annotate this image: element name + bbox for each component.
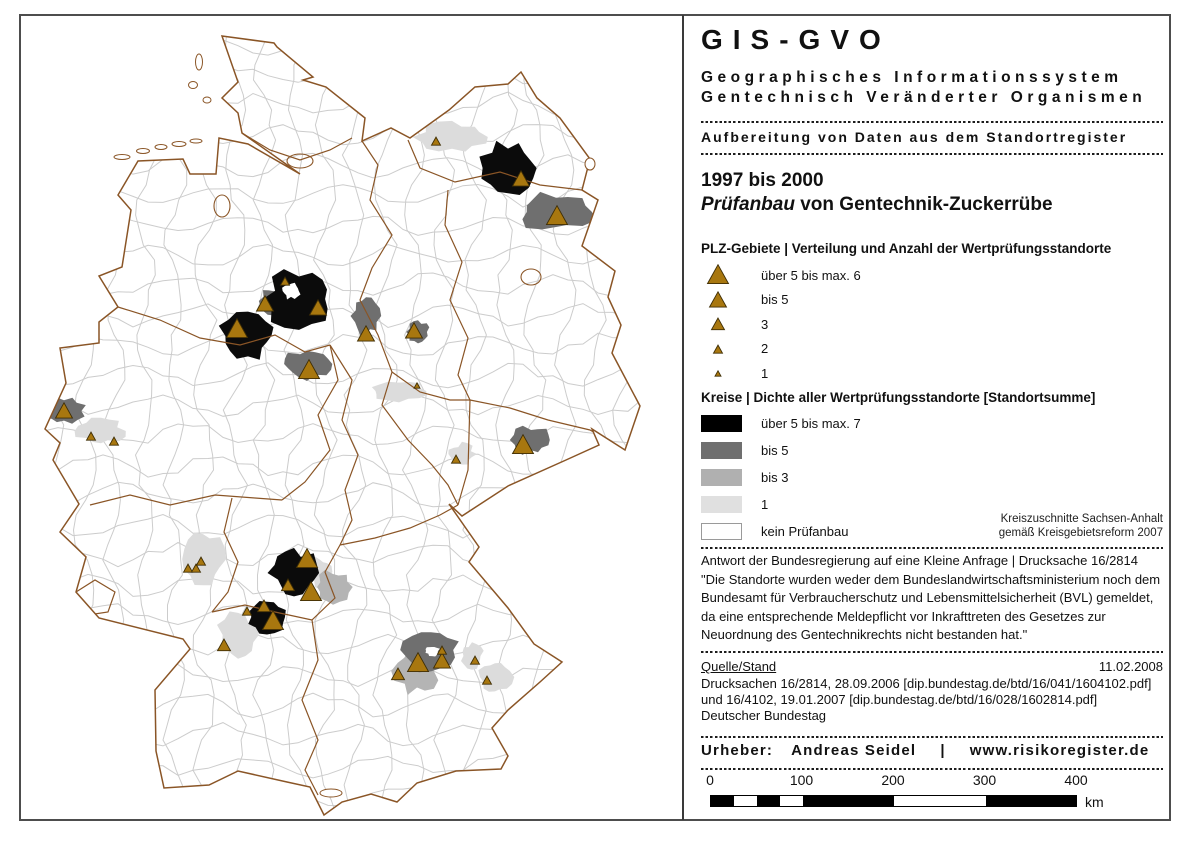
- app-subtitle: [701, 68, 1146, 108]
- separator: [701, 768, 1163, 770]
- color-swatch: [701, 496, 742, 513]
- plz-legend-item: [701, 361, 861, 386]
- plz-legend-heading: PLZ-Gebiete | Verteilung und Anzahl der Wertprüfungsstandorte: [701, 241, 1112, 256]
- author-label: Urheber:: [701, 742, 774, 759]
- subtitle-line-1: Geographisches Informationssystem: [701, 69, 1123, 86]
- kreis-legend-label: bis 5: [761, 443, 789, 458]
- source-heading: Quelle/Stand: [701, 659, 777, 674]
- triangle-icon: [701, 289, 735, 311]
- scalebar-tick-label: 300: [972, 772, 997, 788]
- plz-legend-label: 2: [761, 341, 769, 357]
- plz-legend-label: 3: [761, 316, 769, 332]
- separator: [701, 651, 1163, 653]
- separator: [701, 153, 1163, 155]
- map-title-rest: von Gentechnik-Zuckerrübe: [794, 194, 1053, 215]
- scalebar-segment: [734, 796, 757, 806]
- kreis-legend-label: kein Prüfanbau: [761, 524, 849, 539]
- source-line-3: Deutscher Bundestag: [701, 708, 827, 723]
- map-title: [701, 194, 1053, 216]
- scalebar-segment: [894, 796, 986, 806]
- germany-map: [21, 16, 681, 819]
- source-line-2: und 16/4102, 19.01.2007 [dip.bundestag.de/btd/16/028/1602814.pdf]: [701, 692, 1098, 707]
- separator: [701, 547, 1163, 549]
- author-separator: |: [940, 742, 946, 759]
- kreis-legend-label: 1: [761, 497, 769, 512]
- author-name: Andreas Seidel: [791, 742, 917, 759]
- kreis-legend-label: über 5 bis max. 7: [761, 416, 861, 431]
- plz-legend-label: bis 5: [761, 292, 789, 308]
- statement-headline: Antwort der Bundesregierung auf eine Kleine Anfrage | Drucksache 16/2814: [701, 553, 1138, 568]
- author-website[interactable]: www.risikoregister.de: [969, 742, 1150, 759]
- map-title-italic: Prüfanbau: [701, 194, 795, 215]
- color-swatch: [701, 469, 742, 486]
- scalebar-tick-label: 0: [706, 772, 714, 788]
- plz-legend-item: [701, 263, 861, 288]
- triangle-icon: [701, 338, 735, 360]
- source-lines: [701, 676, 1151, 724]
- kreis-legend-item: [701, 410, 861, 437]
- kreis-legend-item: [701, 437, 861, 464]
- app-title: GIS-GVO: [701, 24, 891, 55]
- subtitle-line-2: Gentechnisch Veränderter Organismen: [701, 89, 1147, 106]
- info-panel: [684, 15, 1170, 820]
- kreis-legend-item: [701, 464, 861, 491]
- color-swatch: [701, 415, 742, 432]
- map-canvas: [21, 16, 681, 819]
- plz-legend-item: [701, 312, 861, 337]
- kreis-legend-heading: Kreise | Dichte aller Wertprüfungsstandorte [Standortsumme]: [701, 390, 1096, 405]
- plz-legend-item: [701, 337, 861, 362]
- kreis-legend-item: [701, 491, 861, 518]
- scalebar: [710, 795, 1077, 807]
- banner-text: Aufbereitung von Daten aus dem Standortregister: [701, 129, 1128, 145]
- scalebar-tick-label: 100: [789, 772, 814, 788]
- scalebar-segment: [803, 796, 895, 806]
- triangle-icon: [701, 362, 735, 384]
- plz-legend-label: 1: [761, 365, 769, 381]
- scalebar-segment: [780, 796, 803, 806]
- kreis-note-line-1: Kreiszuschnitte Sachsen-Anhalt: [1000, 513, 1163, 525]
- scalebar-unit: km: [1085, 794, 1104, 810]
- source-line-1: Drucksachen 16/2814, 28.09.2006 [dip.bundestag.de/btd/16/041/1604102.pdf]: [701, 676, 1152, 691]
- separator: [701, 736, 1163, 738]
- scalebar-segment: [757, 796, 780, 806]
- plz-legend-label: über 5 bis max. 6: [761, 267, 861, 283]
- triangle-icon: [701, 264, 735, 286]
- triangle-icon: [701, 313, 735, 335]
- color-swatch: [701, 442, 742, 459]
- map-period: 1997 bis 2000: [701, 170, 824, 191]
- color-swatch: [701, 523, 742, 540]
- source-row: [701, 659, 1163, 674]
- plz-legend: [701, 263, 861, 386]
- statement-quote: "Die Standorte wurden weder dem Bundeslandwirtschaftsministerium noch dem Bundesamt für Verbraucherschutz und Lebensmittelsicherheit (BVL) gemeldet, da eine entsprechende Meldepflicht vor Inkrafttreten des Gesetzes zur Neuordnung des Gentechnikrechts nicht bestanden hat.": [701, 572, 1161, 643]
- scalebar-ticks: [706, 772, 1130, 790]
- scalebar-tick-label: 400: [1064, 772, 1088, 788]
- source-date: 11.02.2008: [1098, 659, 1163, 674]
- scalebar-segment: [711, 796, 734, 806]
- scalebar-segment: [986, 796, 1078, 806]
- kreis-note: [999, 512, 1163, 540]
- scalebar-tick-label: 200: [881, 772, 905, 788]
- author-row: [701, 742, 1149, 759]
- kreis-legend-label: bis 3: [761, 470, 789, 485]
- plz-legend-item: [701, 288, 861, 313]
- separator: [701, 121, 1163, 123]
- kreis-legend-item: [701, 518, 861, 545]
- kreis-legend: [701, 410, 861, 545]
- kreis-note-line-2: gemäß Kreisgebietsreform 2007: [998, 527, 1163, 539]
